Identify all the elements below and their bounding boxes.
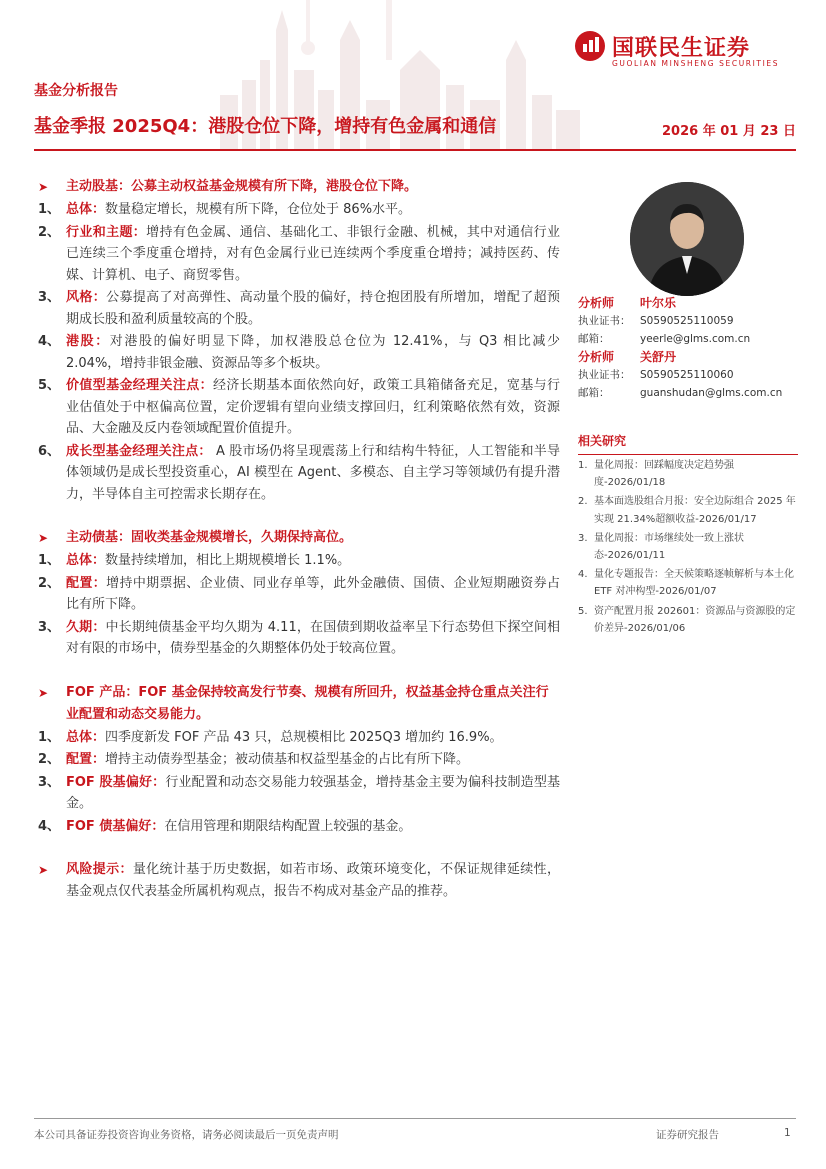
item-body [66,749,560,771]
item-text: 增持主动债券型基金；被动债基和权益型基金的占比有所下降。 [105,752,470,767]
related-research-item[interactable] [578,457,798,491]
summary-column [38,176,560,903]
list-item [38,573,560,616]
related-research-title: 相关研究 [578,432,798,455]
analyst-name-row [578,348,798,366]
item-label: 总体： [66,729,106,745]
item-text: 基本面选股组合月报：安全边际组合 2025 年实现 21.34%超额收益-2026/01/17 [594,496,796,525]
list-item [38,617,560,660]
item-number: 5、 [38,378,61,393]
list-item [38,287,560,330]
item-number: 3、 [38,619,61,635]
item-number: 4、 [38,334,61,349]
email-label: 邮箱： [578,333,610,345]
section-heading [38,527,560,549]
analyst-email-row [578,384,798,402]
item-body [66,222,560,287]
analyst-photo [630,182,744,296]
related-research-item[interactable] [578,566,798,600]
item-label: 总体： [66,553,106,568]
item-number: 1、 [38,553,61,568]
company-logo [574,30,814,75]
item-number: 1. [578,460,588,471]
item-number: 5. [578,605,588,617]
report-date: 2026 年 01 月 23 日 [662,124,796,139]
section-heading-text: FOF 产品：FOF 基金保持较高发行节奏、规模有所回升，权益基金持仓重点关注行业配置和动态交易能力。 [66,684,549,722]
list-item [38,375,560,440]
item-label: FOF 债基偏好： [66,818,165,834]
item-body [66,727,560,749]
item-number: 4、 [38,818,61,834]
item-body [66,375,560,440]
related-research-item[interactable] [578,493,798,527]
item-text: A 股市场仍将呈现震荡上行和结构牛特征，人工智能和半导体领域仍是成长型投资重心，AI 模型在 Agent、多模态、自主学习等领域仍有提升潜力，半导体自主可控需求长期存在。 [66,443,560,502]
page-number: 1 [784,1127,791,1139]
item-number: 3、 [38,774,61,790]
item-number: 3、 [38,290,61,305]
footer-disclaimer: 本公司具备证券投资咨询业务资格，请务必阅读最后一页免责声明 [34,1129,339,1141]
arrow-bullet-icon: ➤ [38,531,49,545]
item-text: 量化周报：市场继续处一致上涨状态-2026/01/11 [594,532,744,562]
item-label: 行业和主题： [66,224,147,240]
item-body [66,617,560,660]
section-fof [38,682,560,838]
section-active-equity [38,176,560,505]
item-text: 量化专题报告：全天候策略逐帧解析与本土化 ETF 对冲构型-2026/01/07 [594,569,794,598]
section-heading [38,682,560,726]
company-name-cn: 国联民生证券 [612,36,751,61]
item-number: 3. [578,532,588,544]
item-text: 数量持续增加，相比上期规模增长 1.1%。 [105,553,351,568]
item-body [66,199,560,221]
item-number: 2、 [38,224,61,240]
item-text: 行业配置和动态交易能力较强基金，增持基金主要为偏科技制造型基金。 [66,774,560,811]
item-label: 久期： [66,619,106,635]
item-text: 数量稳定增长，规模有所下降，仓位处于 86%水平。 [105,202,412,217]
item-body [66,331,560,374]
item-text: 公募提高了对高弹性、高动量个股的偏好，持仓抱团股有所增加，增配了超预期成长股和盈利质量较高的个股。 [66,290,560,327]
related-research-item[interactable] [578,530,798,564]
list-item [38,727,560,749]
cert-label: 执业证书： [578,315,631,327]
item-text: 对港股的偏好明显下降，加权港股总仓位为 12.41%，与 Q3 相比减少 2.04%，增持非银金融、资源品等多个板块。 [66,334,560,371]
analyst-role: 分析师 [578,350,615,364]
risk-label: 风险提示： [66,862,133,877]
title-divider [34,149,796,151]
list-item [38,749,560,771]
analyst-role: 分析师 [578,296,615,310]
item-text: 增持有色金属、通信、基础化工、非银行金融、机械，其中对通信行业已连续三个季度重仓增持，对有色金属行业已连续两个季度重仓增持；减持医药、传媒、计算机、电子、商贸零售。 [66,224,560,283]
related-research [578,432,798,637]
section-heading-text: 主动债基：固收类基金规模增长，久期保持高位。 [66,530,353,545]
item-label: 配置： [66,752,106,767]
section-heading-text: 主动股基：公募主动权益基金规模有所下降，港股仓位下降。 [66,179,418,194]
item-text: 在信用管理和期限结构配置上较强的基金。 [164,818,412,834]
company-name-en: GUOLIAN MINSHENG SECURITIES [612,59,780,68]
item-text: 经济长期基本面依然向好，政策工具箱储备充足，宽基与行业估值处于中枢偏高位置，定价逻辑有望向业绩支撑回归，红利策略依然有效，资源品、大金融及反内卷领域配置价值提升。 [66,378,560,436]
item-number: 1、 [38,729,61,745]
company-logo-icon [574,30,606,62]
footer-divider [34,1118,796,1119]
item-number: 4. [578,569,588,581]
email-label: 邮箱： [578,387,610,399]
list-item [38,816,560,838]
item-text: 量化周报：回踩幅度决定趋势强度-2026/01/18 [594,460,734,489]
item-body [66,816,560,838]
item-number: 1、 [38,202,61,217]
item-number: 2、 [38,575,61,591]
arrow-bullet-icon: ➤ [38,863,49,877]
footer-label: 证券研究报告 [656,1129,719,1141]
email-link[interactable]: yeerle@glms.com.cn [640,333,751,345]
item-number: 2、 [38,752,61,767]
risk-warning [38,859,560,903]
item-body [66,287,560,330]
report-type: 基金分析报告 [34,83,118,99]
section-heading [38,176,560,198]
analyst-cert-row [578,312,798,330]
analyst-info [578,294,798,402]
analyst-name: 叶尔乐 [640,296,677,310]
item-label: 总体： [66,202,106,217]
item-label: 风格： [66,290,107,305]
item-label: 价值型基金经理关注点： [66,378,213,393]
item-label: 成长型基金经理关注点： [66,443,212,459]
item-body [66,772,560,815]
item-text: 中长期纯债基金平均久期为 4.11，在国债到期收益率呈下行态势但下探空间相对有限的市场中，债券型基金的久期整体仍处于较高位置。 [66,619,560,656]
item-body [66,573,560,616]
item-number: 6、 [38,443,61,459]
list-item [38,331,560,374]
list-item [38,550,560,572]
cert-label: 执业证书： [578,369,631,381]
item-number: 2. [578,496,588,508]
item-label: 港股： [66,334,110,349]
item-text: 增持中期票据、企业债、同业存单等，此外金融债、国债、企业短期融资券占比有所下降。 [66,575,560,612]
analyst-cert-row [578,366,798,384]
list-item [38,772,560,815]
list-item [38,199,560,221]
item-text: 四季度新发 FOF 产品 43 只，总规模相比 2025Q3 增加约 16.9%。 [105,729,503,745]
risk-body [66,859,560,903]
analyst-name-row [578,294,798,312]
analyst-email-row [578,330,798,348]
arrow-bullet-icon: ➤ [38,685,49,700]
list-item [38,222,560,287]
item-label: FOF 股基偏好： [66,774,166,790]
related-research-item[interactable] [578,603,798,637]
email-link[interactable]: guanshudan@glms.com.cn [640,387,783,399]
report-title: 基金季报 2025Q4：港股仓位下降，增持有色金属和通信 [34,116,497,137]
cert-number: S0590525110059 [640,315,734,327]
cert-number: S0590525110060 [640,369,734,381]
item-body [66,441,560,506]
analyst-portrait-icon [630,182,744,296]
arrow-bullet-icon: ➤ [38,180,49,194]
item-label: 配置： [66,575,107,591]
analyst-name: 关舒丹 [640,350,677,364]
item-text: 资产配置月报 202601：资源品与资源股的定价差异-2026/01/06 [594,605,796,634]
section-active-bond [38,527,560,660]
item-body [66,550,560,572]
list-item [38,441,560,506]
report-header [0,0,826,150]
risk-text: 量化统计基于历史数据，如若市场、政策环境变化，不保证规律延续性，基金观点仅代表基金所属机构观点，报告不构成对基金产品的推荐。 [66,862,560,899]
